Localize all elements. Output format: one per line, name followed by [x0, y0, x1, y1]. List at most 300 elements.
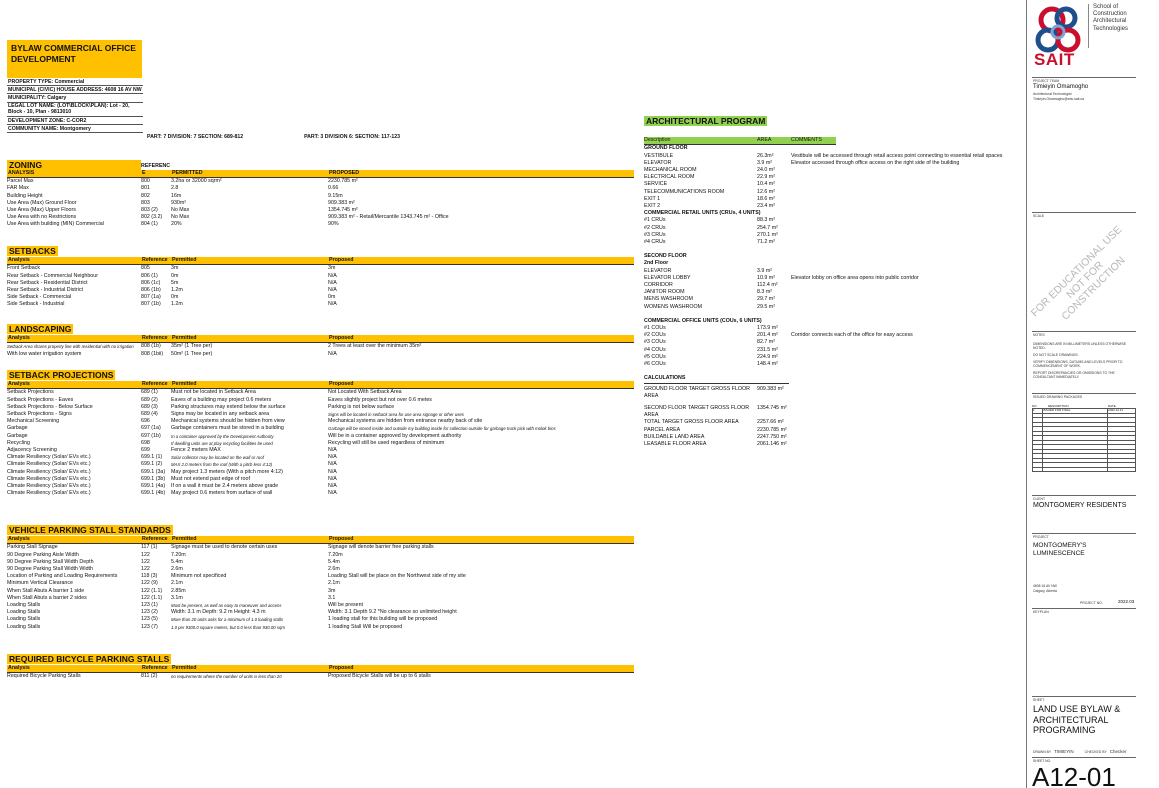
table-row — [7, 265, 634, 272]
project-label: PROJECT — [1033, 535, 1049, 539]
room-name: EXIT 1 — [644, 195, 661, 202]
permitted-cell: 0m — [171, 294, 179, 301]
reference-cell: 696 — [141, 418, 150, 425]
header-cell: ANALYSIS — [8, 170, 35, 176]
room-comment: Corridor connects each of the office for easy access — [791, 332, 913, 339]
section-title: LANDSCAPING — [9, 324, 72, 334]
analysis-cell: 90 Degree Parking Aisle Width — [7, 551, 79, 558]
ground-floor-label: GROUND FLOOR — [644, 145, 688, 152]
proposed-cell: 2.1m — [328, 580, 340, 587]
reference-cell: 699.1 (2) — [141, 461, 163, 468]
reference-cell: 806 (1c) — [141, 279, 161, 286]
room-name: ELECTRICAL ROOM — [644, 174, 695, 181]
table-row — [7, 418, 634, 425]
vehicle-parking-section — [7, 525, 634, 631]
table-row — [7, 200, 634, 207]
reference-cell: 801 — [141, 185, 150, 192]
reference-cell: 699.1 (1) — [141, 454, 163, 461]
analysis-cell: Climate Resiliency (Solar/ EVs etc.) — [7, 483, 91, 490]
room-name: #5 COUs — [644, 353, 666, 360]
permitted-cell: Signs may be located in any setback area — [171, 411, 270, 418]
permitted-cell: 5m — [171, 279, 179, 286]
proposed-cell: Recycling will still be used regardless of minimum — [328, 439, 445, 446]
proposed-cell: Width: 3.1 Depth 9.2 *No clearance so unlimited height — [328, 609, 457, 616]
analysis-cell: Rear Setback - Industrial District — [7, 287, 83, 294]
landscaping-section — [7, 324, 634, 358]
proposed-cell: N/A — [328, 454, 337, 461]
program-row — [644, 232, 1054, 239]
table-row — [7, 588, 634, 595]
analysis-cell: Location of Parking and Loading Requirements — [7, 573, 118, 580]
reference-cell: 802 — [141, 192, 150, 199]
header-cell: PROPOSED — [329, 170, 360, 176]
room-area: 24.0 m² — [757, 167, 775, 174]
project-no: 2022.03 — [1118, 599, 1135, 604]
division-note — [147, 134, 447, 140]
room-comment — [791, 354, 1051, 361]
analysis-cell: Required Bicycle Parking Stalls — [7, 673, 81, 680]
room-area: 148.4 m² — [757, 361, 778, 368]
reference-cell: 118 (3) — [141, 573, 158, 580]
table-row — [7, 207, 634, 214]
analysis-cell: Loading Stalls — [7, 602, 41, 609]
proposed-cell: 909.383 m² — [328, 199, 355, 206]
header-cell: Proposed — [329, 536, 354, 543]
proposed-cell: Will be present — [328, 602, 364, 609]
property-line: MUNICIPAL (CIVIC) HOUSE ADDRESS: 4608 16 AV NW — [8, 86, 142, 93]
room-area: 29.7 m² — [757, 296, 775, 303]
issued-cell — [1033, 467, 1043, 472]
program-row — [644, 304, 1054, 311]
reference-cell: 689 (1) — [141, 389, 158, 396]
designer-role: Architectural Technologist — [1033, 92, 1072, 96]
reference-cell: 698 — [141, 439, 150, 446]
permitted-cell: If dwelling units are at play recycling facilities be used — [171, 440, 273, 446]
reference-cell: 802 (3.2) — [141, 214, 163, 221]
permitted-cell: 7.20m — [171, 551, 186, 558]
header-cell: Permitted — [172, 381, 197, 388]
calc-label: GROUND FLOOR TARGET GROSS FLOOR AREA — [644, 385, 750, 399]
architectural-program — [644, 116, 1054, 448]
permitted-cell: 35m² (1 Tree per) — [171, 343, 213, 350]
room-comment — [791, 196, 1051, 203]
proposed-cell: Proposed Bicycle Stalls will be up to 6 stalls — [328, 673, 431, 680]
table-row — [7, 573, 634, 580]
program-row — [644, 325, 1054, 332]
room-area: 231.5 m² — [757, 346, 778, 353]
table-row — [7, 454, 634, 461]
analysis-cell: Climate Resiliency (Solar/ EVs etc.) — [7, 490, 91, 497]
permitted-cell: Must not extend past edge of roof — [171, 475, 250, 482]
table-header — [7, 335, 634, 343]
calc-value: 2257.66 m² — [757, 419, 784, 426]
room-area: 112.4 m² — [757, 282, 778, 289]
permitted-cell: Mechanical systems should be hidden from view — [171, 418, 285, 425]
reference-cell: 117 (1) — [141, 544, 158, 551]
proposed-cell: N/A — [328, 461, 337, 468]
reference-cell: 122 (9) — [141, 580, 158, 587]
table-row — [7, 552, 634, 559]
analysis-cell: Setback Projections — [7, 389, 54, 396]
room-name: #2 COUs — [644, 332, 666, 339]
calc-value: 2230.785 m² — [757, 426, 787, 433]
header-cell: Permitted — [172, 665, 197, 672]
issued-cell: 1 — [1033, 409, 1043, 414]
permitted-cell: May project 0.6 meters from surface of wall — [171, 490, 273, 497]
proposed-cell: N/A — [328, 483, 337, 490]
analysis-cell: Minimum Vertical Clearance — [7, 580, 73, 587]
program-row — [644, 174, 1054, 181]
table-row — [7, 185, 634, 192]
reference-cell: 699.1 (4a) — [141, 483, 166, 490]
room-area: 22.9 m² — [757, 174, 775, 181]
header-cell: Permitted — [172, 257, 197, 264]
reference-cell: 811 (2) — [141, 673, 158, 680]
section-title: ARCHITECTURAL PROGRAM — [646, 116, 766, 126]
header-cell: Analysis — [8, 536, 30, 543]
room-comment — [791, 347, 1051, 354]
permitted-cell: 0m — [171, 272, 179, 279]
header-area: AREA — [757, 137, 772, 144]
reference-cell: 804 (1) — [141, 221, 158, 228]
permitted-cell: Must be present, as well as easy to maneuver and access — [171, 603, 282, 609]
reference-header-top: REFERENC — [141, 162, 171, 169]
analysis-cell: When Stall Abuts A barrier 1 side — [7, 587, 85, 594]
calc-value: 909.383 m² — [757, 385, 784, 392]
proposed-cell: 1 loading Stall Will be proposed — [328, 623, 403, 630]
property-line: MUNICIPALITY: Calgary — [7, 94, 143, 102]
table-row — [7, 178, 634, 185]
logo-wordmark: SAIT — [1034, 50, 1075, 69]
table-row — [7, 280, 634, 287]
issued-drawings-table — [1032, 404, 1136, 472]
document-title: BYLAW COMMERCIAL OFFICE DEVELOPMENT — [7, 40, 142, 78]
room-comment — [791, 181, 1051, 188]
proposed-cell: 3m — [328, 265, 336, 272]
room-area: 224.9 m² — [757, 353, 778, 360]
room-area: 270.1 m² — [757, 231, 778, 238]
header-cell: Reference — [142, 381, 168, 388]
program-row — [644, 296, 1054, 303]
proposed-cell: Loading Stall will be place on the Northwest side of my site — [328, 573, 466, 580]
calc-value: 2247.750 m² — [757, 433, 787, 440]
analysis-cell: Setback Projections - Signs — [7, 411, 72, 418]
program-row — [644, 189, 1054, 196]
analysis-cell: Loading Stalls — [7, 616, 41, 623]
analysis-cell: Side Setback - Industrial — [7, 301, 65, 308]
setbacks-section — [7, 246, 634, 309]
table-row — [7, 433, 634, 440]
issued-cell: ISSUED FOR FINAL — [1042, 409, 1107, 414]
permitted-cell: No Max — [171, 207, 190, 214]
reference-cell: 689 (2) — [141, 396, 158, 403]
header-cell: Proposed — [329, 335, 354, 342]
client-name: MONTGOMERY RESIDENTS — [1033, 502, 1127, 509]
section-title: SETBACKS — [9, 246, 56, 256]
program-row — [644, 217, 1054, 224]
header-cell: Analysis — [8, 665, 30, 672]
header-description: Description — [644, 137, 671, 144]
address-line-1: 4608 16 AV NW — [1033, 584, 1057, 588]
permitted-cell: 3.2ha or 32000 sqrm² — [171, 178, 222, 185]
room-area: 201.4 m² — [757, 332, 778, 339]
permitted-cell: Eaves of a building may project 0.6 meters — [171, 396, 272, 403]
table-row — [7, 425, 634, 432]
room-name: WOMENS WASHROOM — [644, 303, 703, 310]
table-row — [7, 351, 634, 358]
property-line: DEVELOPMENT ZONE: C-COR2 — [7, 117, 143, 125]
table-row — [7, 595, 634, 602]
permitted-cell: 2.1m — [171, 580, 183, 587]
analysis-cell: Climate Resiliency (Solar/ EVs etc.) — [7, 461, 91, 468]
analysis-cell: Setback Projections - Eaves — [7, 396, 74, 403]
header-comments: COMMENTS — [791, 137, 822, 144]
header-cell: Reference — [142, 257, 168, 264]
room-comment — [791, 268, 1051, 275]
room-area: 254.7 m² — [757, 224, 778, 231]
project-name: MONTGOMERY'S LUMINESCENCE — [1033, 542, 1087, 557]
permitted-cell: No Max — [171, 214, 190, 221]
analysis-cell: Setback Projections - Below Surface — [7, 403, 93, 410]
second-floor-label: SECOND FLOOR — [644, 253, 687, 260]
analysis-cell: Building Height — [7, 192, 43, 199]
sait-logo — [1030, 2, 1158, 72]
division-b: PART: 3 DIVISION 6: SECTION: 117-123 — [304, 134, 400, 140]
reference-cell: 808 (1b) — [141, 343, 161, 350]
analysis-cell: Garbage — [7, 425, 28, 432]
table-row — [7, 469, 634, 476]
table-header — [7, 381, 634, 389]
reference-cell: 122 — [141, 558, 150, 565]
room-comment — [791, 289, 1051, 296]
analysis-cell: Climate Resiliency (Solar/ EVs etc.) — [7, 454, 91, 461]
second-floor-sub: 2nd Floor — [644, 260, 669, 267]
table-row — [7, 447, 634, 454]
room-comment — [791, 339, 1051, 346]
table-row — [7, 559, 634, 566]
school-name: School of Construction Architectural Technologies — [1093, 4, 1129, 32]
proposed-cell: Will be in a container approved by development authority — [328, 432, 462, 439]
header-cell: Permitted — [172, 335, 197, 342]
room-name: CORRIDOR — [644, 282, 673, 289]
room-name: #4 COUs — [644, 346, 666, 353]
program-header — [644, 137, 836, 145]
room-name: TELECOMMUNICATIONS ROOM — [644, 188, 725, 195]
issued-cell — [1042, 467, 1107, 472]
reference-cell: 699.1 (3a) — [141, 468, 166, 475]
analysis-cell: When Stall Abuts a barrier 2 sides — [7, 594, 87, 601]
analysis-cell: Rear Setback - Commercial Neighbour — [7, 272, 98, 279]
analysis-cell: Use Area (Max) Ground Floor — [7, 199, 77, 206]
calculation-row — [644, 419, 1054, 426]
project-team-label: PROJECT TEAM — [1033, 79, 1060, 83]
analysis-cell: With low water irrigation system — [7, 350, 82, 357]
proposed-cell: 2230.785 m² — [328, 178, 358, 185]
permitted-cell: 1.2m — [171, 287, 183, 294]
room-comment — [791, 239, 1051, 246]
reference-cell: 699.1 (4b) — [141, 490, 166, 497]
proposed-cell: 3.1 — [328, 594, 336, 601]
room-name: ELEVATOR LOBBY — [644, 274, 691, 281]
analysis-cell: Use Area with building (MIN) Commercial — [7, 221, 104, 228]
property-info — [7, 78, 143, 133]
permitted-cell: 930m² — [171, 199, 187, 206]
analysis-cell: Rear Setback - Residential District — [7, 279, 88, 286]
program-row — [644, 289, 1054, 296]
project-no-label: PROJECT NO. — [1080, 601, 1103, 605]
calc-label: LEASABLE FLOOR AREA — [644, 440, 707, 447]
permitted-cell: Garbage containers must be stored in a building — [171, 425, 284, 432]
calc-label: BUILDABLE LAND AREA — [644, 433, 705, 440]
room-comment: Vestibule will be accessed through retail access point connecting to essential retail spaces — [791, 152, 1003, 159]
room-name: #1 COUs — [644, 325, 666, 332]
division-a: PART: 7 DIVISION: 7 SECTION: 689-812 — [147, 134, 244, 140]
table-row — [7, 461, 634, 468]
calculation-row — [644, 434, 1054, 441]
designer-name: Timieyin Omamogho — [1033, 84, 1089, 90]
calc-value: 1354.745 m² — [757, 404, 787, 411]
room-comment — [791, 361, 1051, 368]
reference-cell: 689 (3) — [141, 403, 158, 410]
program-row — [644, 160, 1054, 167]
reference-cell: 699.1 (3b) — [141, 475, 166, 482]
calculation-row — [644, 441, 1054, 448]
reference-cell: 697 (1a) — [141, 425, 161, 432]
proposed-cell: N/A — [328, 447, 337, 454]
reference-cell: 122 — [141, 566, 150, 573]
program-row — [644, 332, 1054, 339]
permitted-cell: 2.6m — [171, 566, 183, 573]
reference-cell: 689 (4) — [141, 411, 158, 418]
table-row — [7, 343, 634, 350]
calc-label: TOTAL TARGET GROSS FLOOR AREA — [644, 419, 739, 426]
table-row — [7, 287, 634, 294]
proposed-cell: N/A — [328, 475, 337, 482]
calculation-row — [644, 427, 1054, 434]
program-row — [644, 239, 1054, 246]
room-comment — [791, 203, 1051, 210]
checked-by: Checker — [1109, 749, 1127, 754]
table-row — [7, 389, 634, 396]
program-row — [644, 354, 1054, 361]
analysis-cell: Recycling — [7, 439, 30, 446]
room-name: #3 CRUs — [644, 231, 666, 238]
analysis-cell: Parking Stall Signage — [7, 544, 58, 551]
room-comment: Elevator lobby on office area opens into public corridor — [791, 274, 919, 281]
table-row — [7, 476, 634, 483]
proposed-cell: Mechanical systems are hidden from entrance nearby back of site — [328, 418, 483, 425]
designer-email: Timieyin.Omamogho@edu.sait.ca — [1033, 97, 1084, 101]
permitted-cell: Fence 2 meters MAX — [171, 447, 221, 454]
room-area: 71.2 m² — [757, 239, 775, 246]
permitted-cell: 2.85m — [171, 587, 186, 594]
table-header — [7, 665, 634, 673]
table-row — [7, 673, 634, 680]
analysis-cell: Adjacency Screening — [7, 447, 57, 454]
reference-cell: 697 (1b) — [141, 432, 161, 439]
room-comment — [791, 225, 1051, 232]
table-header — [7, 170, 634, 178]
sheet-no-label: SHEET NO. — [1033, 759, 1052, 763]
proposed-cell: N/A — [328, 301, 337, 308]
issued-label: ISSUED DRAWING PACKAGES — [1033, 395, 1083, 399]
proposed-cell: N/A — [328, 272, 337, 279]
permitted-cell: Minimum not specificed — [171, 573, 227, 580]
permitted-cell: Parking structures may extend below the surface — [171, 403, 286, 410]
permitted-cell: 2.8 — [171, 185, 179, 192]
notes-list: DIMENSIONS ARE IN MILLIMETERS UNLESS OTHERWISE NOTED. DO NOT SCALE DRAWINGS. VERIFY DIMENSIONS, DATUMS AND LEVELS PRIOR TO COMMENCEMENT OF WORK. REPORT DISCREPANCIES OR OMISSIONS TO THE CONSULTANT IMMEDIATELY. — [1033, 342, 1127, 379]
proposed-cell: Signs will be located in setback area for use area signage or other uses — [328, 412, 464, 418]
calculation-row — [644, 386, 1054, 400]
table-row — [7, 544, 634, 551]
table-row — [7, 483, 634, 490]
room-name: #3 COUs — [644, 339, 666, 346]
permitted-cell: Must not be located in Setback Area — [171, 389, 256, 396]
permitted-cell: 1.2m — [171, 301, 183, 308]
educational-watermark: FOR EDUCATIONAL USE NOT FOR CONSTRUCTION — [1028, 223, 1128, 323]
proposed-cell: 5.4m — [328, 558, 340, 565]
permitted-cell: 1.0 per 9300.0 square meters, but 0.0 less than 930.00 sqm — [171, 624, 285, 630]
table-row — [7, 602, 634, 609]
reference-cell: 807 (1b) — [141, 301, 161, 308]
table-row — [7, 490, 634, 497]
reference-cell: 122 (1.1) — [141, 587, 163, 594]
reference-cell: 806 (1b) — [141, 287, 161, 294]
analysis-cell: Use Area with no Restrictions — [7, 214, 77, 221]
proposed-cell: Garbage will be stored inside and outside my building inside for collection outside for garbage truck pick with molok bins — [328, 426, 556, 432]
program-row — [644, 167, 1054, 174]
proposed-cell: 1354.745 m² — [328, 207, 358, 214]
permitted-cell: Solar collector may be located on the wall or roof — [171, 455, 264, 461]
table-row — [7, 566, 634, 573]
proposed-cell: 909.383 m² - Retail/Mercantile 1343.745 m² - Office — [328, 214, 449, 221]
header-cell: Permitted — [172, 536, 197, 543]
proposed-cell: 7.20m — [328, 551, 343, 558]
header-cell: Analysis — [8, 381, 30, 388]
header-cell: Proposed — [329, 381, 354, 388]
room-name: ELEVATOR — [644, 159, 672, 166]
room-comment — [791, 304, 1051, 311]
issued-cell: 2022.12.11 — [1108, 409, 1136, 414]
sheet-label: SHEET — [1033, 698, 1045, 702]
room-comment — [791, 217, 1051, 224]
table-row — [7, 440, 634, 447]
property-line: COMMUNITY NAME: Montgomery — [7, 125, 143, 133]
proposed-cell: N/A — [328, 350, 337, 357]
table-row — [7, 397, 634, 404]
analysis-cell: Loading Stalls — [7, 623, 41, 630]
scale-label: SCALE — [1033, 214, 1045, 218]
room-area: 18.6 m² — [757, 195, 775, 202]
table-row — [7, 301, 634, 308]
proposed-cell: 1 loading stall for this building will be proposed — [328, 616, 438, 623]
room-comment — [791, 282, 1051, 289]
room-name: VESTIBULE — [644, 152, 674, 159]
setback-projections-section — [7, 370, 634, 497]
proposed-cell: 9.15m — [328, 192, 343, 199]
proposed-cell: Signage will denote barrier free parking stalls — [328, 544, 434, 551]
calc-label: PARCEL AREA — [644, 426, 681, 433]
analysis-cell: Front Setback — [7, 265, 40, 272]
cru-label: COMMERCIAL RETAIL UNITS (CRUs, 4 UNITS) — [644, 210, 761, 217]
reference-cell: 805 — [141, 265, 150, 272]
permitted-cell: 3.1m — [171, 594, 183, 601]
reference-cell: 123 (2) — [141, 609, 158, 616]
analysis-cell: Climate Resiliency (Solar/ EVs etc.) — [7, 468, 91, 475]
cou-label: COMMERCIAL OFFICE UNITS (COUs, 6 UNITS) — [644, 317, 762, 324]
reference-cell: 806 (1) — [141, 272, 158, 279]
address-line-2: Calgary, Alberta — [1033, 589, 1057, 593]
